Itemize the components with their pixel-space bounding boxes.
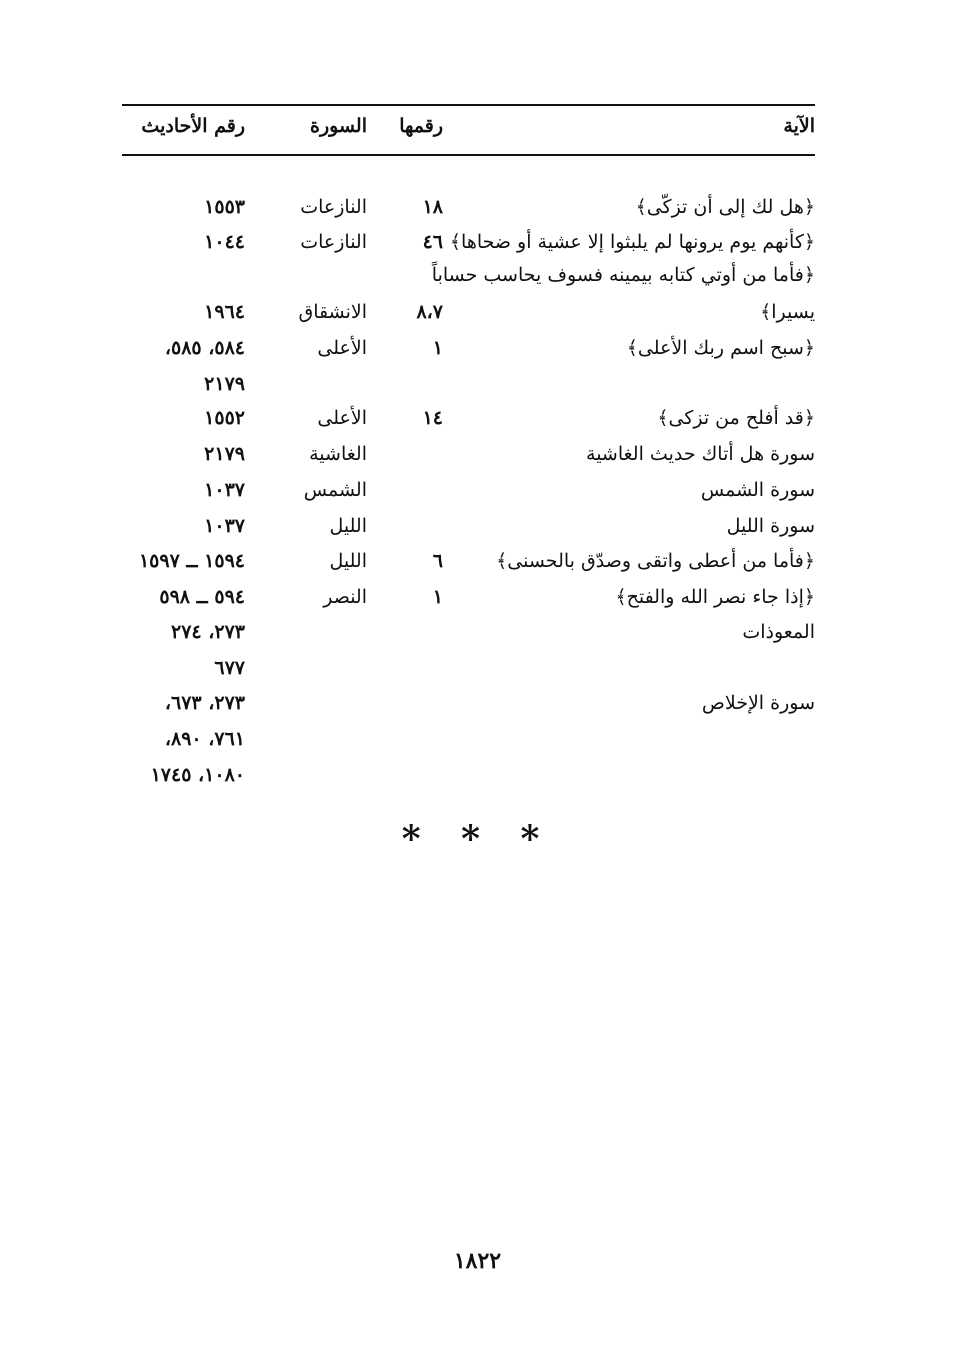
verse-cell: ﴿سبح اسم ربك الأعلى﴾ — [626, 337, 815, 359]
surah-cell: النازعات — [300, 196, 367, 218]
table-row — [0, 582, 955, 612]
verse-number-cell: ١٨ — [422, 196, 443, 218]
table-row — [0, 546, 955, 576]
surah-cell: الأعلى — [317, 407, 367, 429]
hadith-numbers-cell: ١٥٥٣ — [204, 196, 245, 218]
rule-bottom — [122, 154, 815, 156]
surah-cell: الليل — [329, 550, 367, 572]
hadith-numbers-cell: ٧٦١، ٨٩٠، — [164, 728, 245, 750]
header-surah: السورة — [310, 115, 367, 137]
table-row — [0, 688, 955, 718]
verse-number-cell: ١ — [432, 337, 443, 359]
table-row — [0, 403, 955, 433]
table-row — [0, 369, 955, 399]
verse-cell: ﴿هل لك إلى أن تزكّى﴾ — [635, 196, 815, 218]
hadith-numbers-cell: ٢٧٣، ٢٧٤ — [171, 621, 245, 643]
verse-number-cell: ١٤ — [422, 407, 443, 429]
hadith-numbers-cell: ٢٧٣، ٦٧٣، — [164, 692, 245, 714]
verse-cell: ﴿كأنهم يوم يرونها لم يلبثوا إلا عشية أو ضحاها﴾ — [449, 231, 815, 253]
table-row — [0, 260, 955, 290]
table-row — [0, 760, 955, 790]
table-row — [0, 297, 955, 327]
verse-number-cell: ٤٦ — [422, 231, 443, 253]
table-row — [0, 617, 955, 647]
verse-cell: المعوذات — [742, 621, 815, 643]
verse-cell: سورة الليل — [726, 515, 815, 537]
hadith-numbers-cell: ٢١٧٩ — [204, 373, 245, 395]
hadith-numbers-cell: ١٥٩٤ ــ ١٥٩٧ — [138, 550, 245, 572]
hadith-numbers-cell: ٦٧٧ — [214, 657, 245, 679]
table-row — [0, 227, 955, 257]
verse-cell: ﴿إذا جاء نصر الله والفتح﴾ — [615, 586, 815, 608]
hadith-numbers-cell: ٥٩٤ ــ ٥٩٨ — [159, 586, 245, 608]
surah-cell: الأعلى — [317, 337, 367, 359]
surah-cell: الغاشية — [309, 443, 367, 465]
table-row — [0, 333, 955, 363]
verse-number-cell: ٨،٧ — [416, 301, 443, 323]
hadith-numbers-cell: ١٠٣٧ — [204, 479, 245, 501]
surah-cell: النازعات — [300, 231, 367, 253]
table-row — [0, 511, 955, 541]
header-hadith: رقم الأحاديث — [141, 115, 245, 137]
hadith-numbers-cell: ١٩٦٤ — [204, 301, 245, 323]
hadith-numbers-cell: ١٠٨٠، ١٧٤٥ — [150, 764, 245, 786]
table-row — [0, 192, 955, 222]
table-row — [0, 653, 955, 683]
rule-top — [122, 104, 815, 106]
verse-number-cell: ٦ — [432, 550, 443, 572]
header-verse: الآية — [783, 115, 815, 137]
verse-cell: سورة الإخلاص — [701, 692, 815, 714]
surah-cell: الليل — [329, 515, 367, 537]
hadith-numbers-cell: ٢١٧٩ — [204, 443, 245, 465]
section-ornament: * * * — [401, 818, 554, 860]
hadith-numbers-cell: ٥٨٤، ٥٨٥، — [164, 337, 245, 359]
verse-cell: ﴿قد أفلح من تزكى﴾ — [657, 407, 815, 429]
verse-cell: سورة الشمس — [700, 479, 815, 501]
verse-number-cell: ١ — [432, 586, 443, 608]
verse-cell: سورة هل أتاك حديث الغاشية — [586, 443, 815, 465]
header-number: رقمها — [399, 115, 443, 137]
hadith-numbers-cell: ١٥٥٢ — [204, 407, 245, 429]
verse-cell: ﴿فأما من أوتي كتابه بيمينه فسوف يحاسب حساباً — [431, 264, 815, 286]
hadith-numbers-cell: ١٠٣٧ — [204, 515, 245, 537]
surah-cell: الانشقاق — [298, 301, 367, 323]
verse-cell: ﴿فأما من أعطى واتقى وصدّق بالحسنى﴾ — [496, 550, 815, 572]
verse-cell: يسيرا﴾ — [760, 301, 815, 323]
table-row — [0, 724, 955, 754]
table-row — [0, 475, 955, 505]
hadith-numbers-cell: ١٠٤٤ — [204, 231, 245, 253]
surah-cell: النصر — [323, 586, 367, 608]
page-number: ١٨٢٢ — [453, 1248, 502, 1274]
table-row — [0, 439, 955, 469]
surah-cell: الشمس — [303, 479, 367, 501]
